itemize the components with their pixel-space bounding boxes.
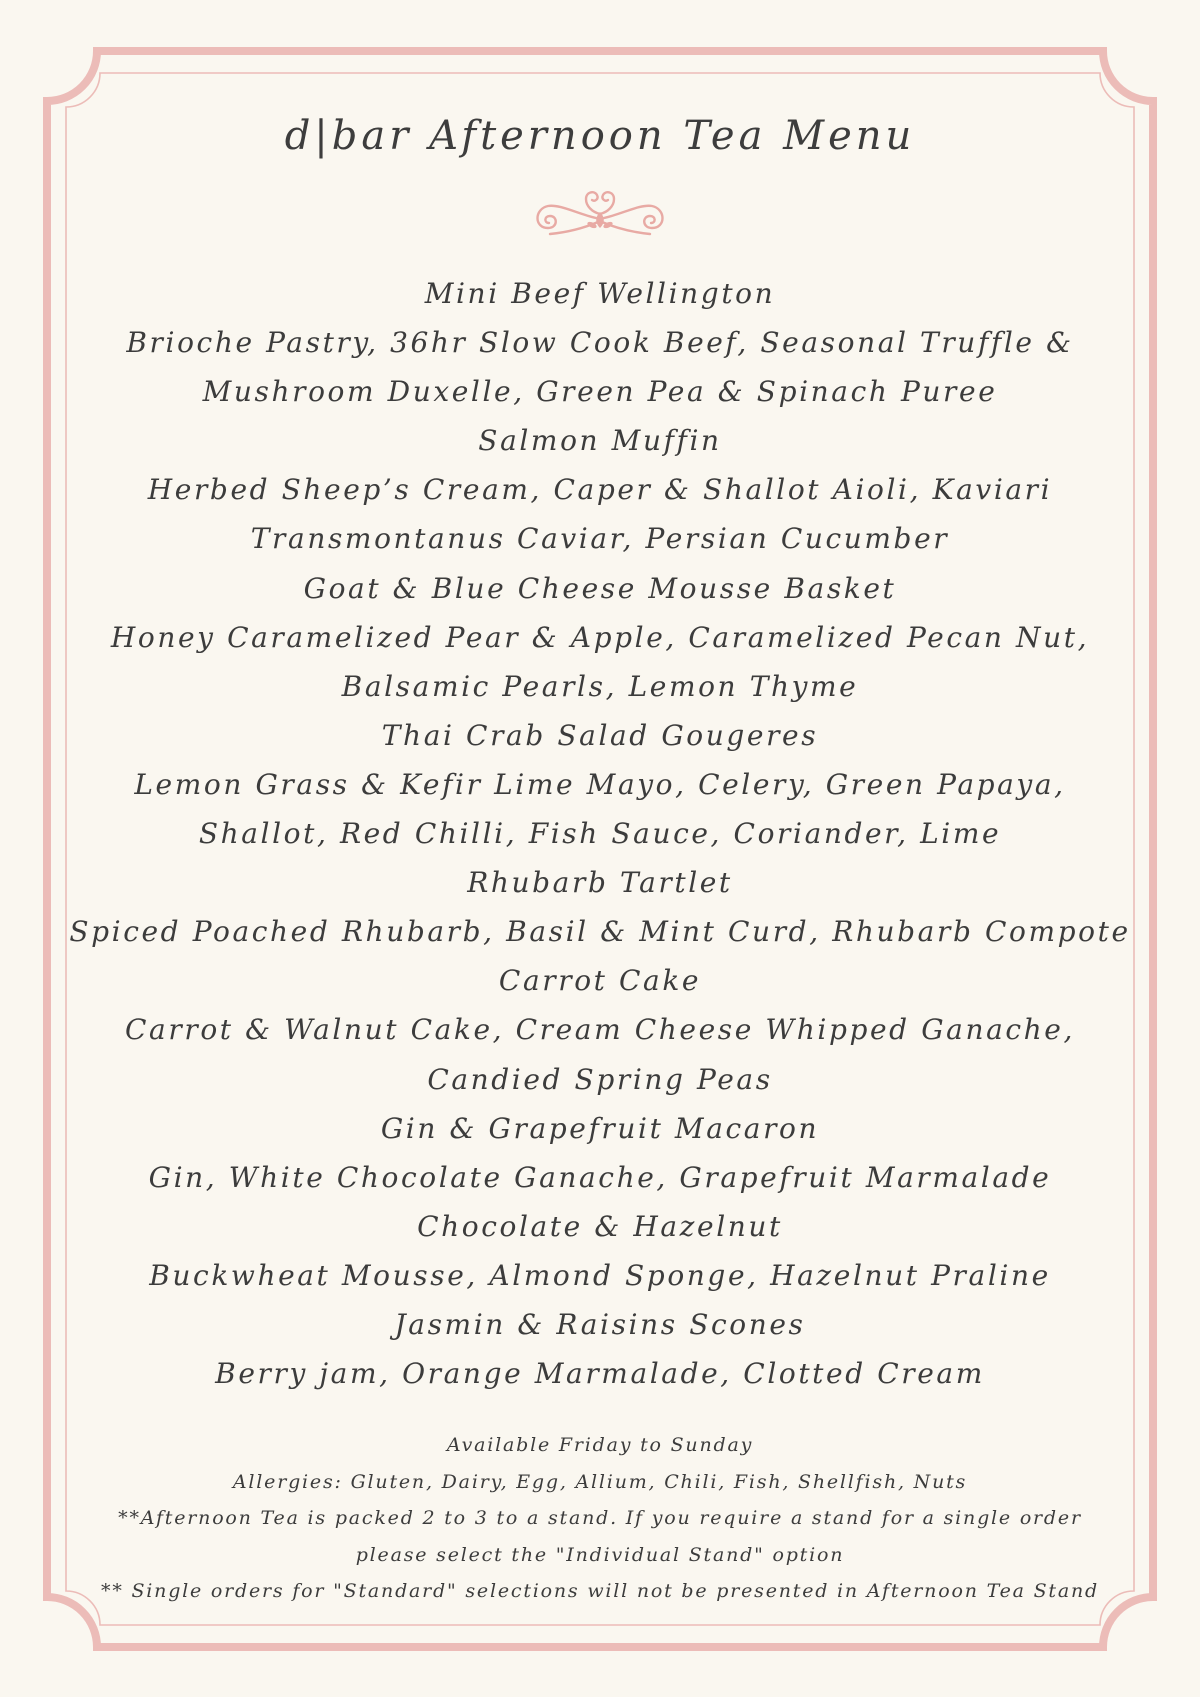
availability-note: Available Friday to Sunday <box>446 1434 754 1456</box>
menu-item-description: Carrot & Walnut Cake, Cream Cheese Whipped Ganache, <box>125 1013 1075 1047</box>
menu-items-list <box>0 269 1200 1398</box>
menu-item-description: Gin, White Chocolate Ganache, Grapefruit Marmalade <box>148 1160 1052 1194</box>
menu-item-title: Salmon Muffin <box>478 424 722 458</box>
flourish-divider-icon <box>528 182 672 244</box>
menu-item-description: Brioche Pastry, 36hr Slow Cook Beef, Seasonal Truffle & <box>126 326 1074 360</box>
menu-item-description: Berry jam, Orange Marmalade, Clotted Cream <box>215 1357 985 1391</box>
menu-item-title: Rhubarb Tartlet <box>467 866 733 900</box>
menu-item-title: Mini Beef Wellington <box>424 277 776 310</box>
menu-item-description: Shallot, Red Chilli, Fish Sauce, Coriander, Lime <box>198 817 1002 851</box>
menu-item-title: Chocolate & Hazelnut <box>417 1209 783 1243</box>
menu-item-title: Gin & Grapefruit Macaron <box>380 1111 820 1145</box>
menu-item-description: Lemon Grass & Kefir Lime Mayo, Celery, Green Papaya, <box>134 767 1066 801</box>
packing-note: **Afternoon Tea is packed 2 to 3 to a stand. If you require a stand for a single order <box>118 1507 1082 1529</box>
menu-item-title: Goat & Blue Cheese Mousse Basket <box>303 571 897 605</box>
menu-item-description: Honey Caramelized Pear & Apple, Caramelized Pecan Nut, <box>110 620 1090 654</box>
menu-item-description: Spiced Poached Rhubarb, Basil & Mint Curd, Rhubarb Compote <box>69 915 1131 949</box>
menu-item-description: Transmontanus Caviar, Persian Cucumber <box>250 522 950 556</box>
menu-item-description: Mushroom Duxelle, Green Pea & Spinach Puree <box>202 375 998 409</box>
menu-item-title: Thai Crab Salad Gougeres <box>381 718 819 752</box>
menu-item-title: Carrot Cake <box>498 964 702 998</box>
menu-title: d|bar Afternoon Tea Menu <box>284 113 916 159</box>
menu-notes <box>0 1427 1200 1610</box>
standard-selection-note: ** Single orders for "Standard" selections will not be presented in Afternoon Tea Stand <box>101 1580 1099 1602</box>
allergy-note: Allergies: Gluten, Dairy, Egg, Allium, Chili, Fish, Shellfish, Nuts <box>232 1470 968 1493</box>
menu-item-description: Balsamic Pearls, Lemon Thyme <box>341 669 859 703</box>
packing-note-continued: please select the "Individual Stand" option <box>355 1543 845 1566</box>
menu-item-description: Candied Spring Peas <box>427 1062 773 1096</box>
menu-item-description: Herbed Sheep’s Cream, Caper & Shallot Aioli, Kaviari <box>147 473 1053 507</box>
menu-item-title: Jasmin & Raisins Scones <box>394 1307 806 1341</box>
menu-item-description: Buckwheat Mousse, Almond Sponge, Hazelnut Praline <box>149 1258 1051 1292</box>
